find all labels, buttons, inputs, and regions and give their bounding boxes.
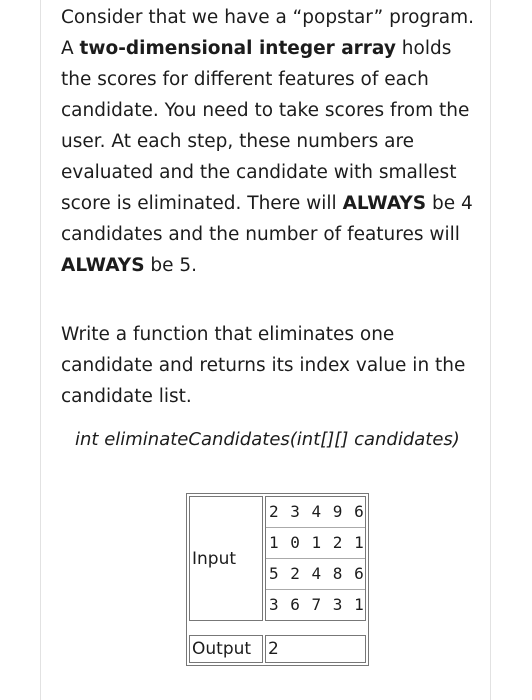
bold-term: ALWAYS bbox=[61, 255, 145, 276]
text-span: Consider that we have a “popstar” program. A bbox=[61, 7, 474, 59]
output-label: Output bbox=[189, 635, 263, 663]
input-matrix bbox=[265, 496, 366, 621]
example-table bbox=[186, 493, 369, 666]
text-span: be 4 candidates and the number of features will bbox=[61, 193, 473, 245]
bold-term: two-dimensional integer array bbox=[79, 38, 396, 59]
output-row bbox=[189, 635, 366, 663]
function-signature: int eliminateCandidates(int[][] candidates) bbox=[75, 429, 460, 450]
description-paragraph bbox=[61, 2, 481, 281]
matrix-row: 5 2 4 8 6 bbox=[266, 558, 365, 589]
matrix-row: 1 0 1 2 1 bbox=[266, 527, 365, 558]
text-span: holds the scores for different features of each candidate. You need to take scores from the user. At each step, these numbers are evaluated and the candidate with smallest score is eliminated. There will bbox=[61, 38, 470, 214]
matrix-row: 2 3 4 9 6 bbox=[269, 502, 365, 521]
bold-term: ALWAYS bbox=[342, 193, 427, 214]
text-span: be 5. bbox=[144, 255, 198, 276]
table-spacer bbox=[189, 623, 366, 633]
output-value: 2 bbox=[265, 635, 366, 663]
input-row bbox=[189, 496, 366, 621]
problem-statement bbox=[61, 2, 481, 454]
input-label: Input bbox=[189, 496, 263, 621]
task-paragraph: Write a function that eliminates one candidate and returns its index value in the candidate list. bbox=[61, 324, 466, 407]
matrix-row: 3 6 7 3 1 bbox=[266, 589, 365, 620]
